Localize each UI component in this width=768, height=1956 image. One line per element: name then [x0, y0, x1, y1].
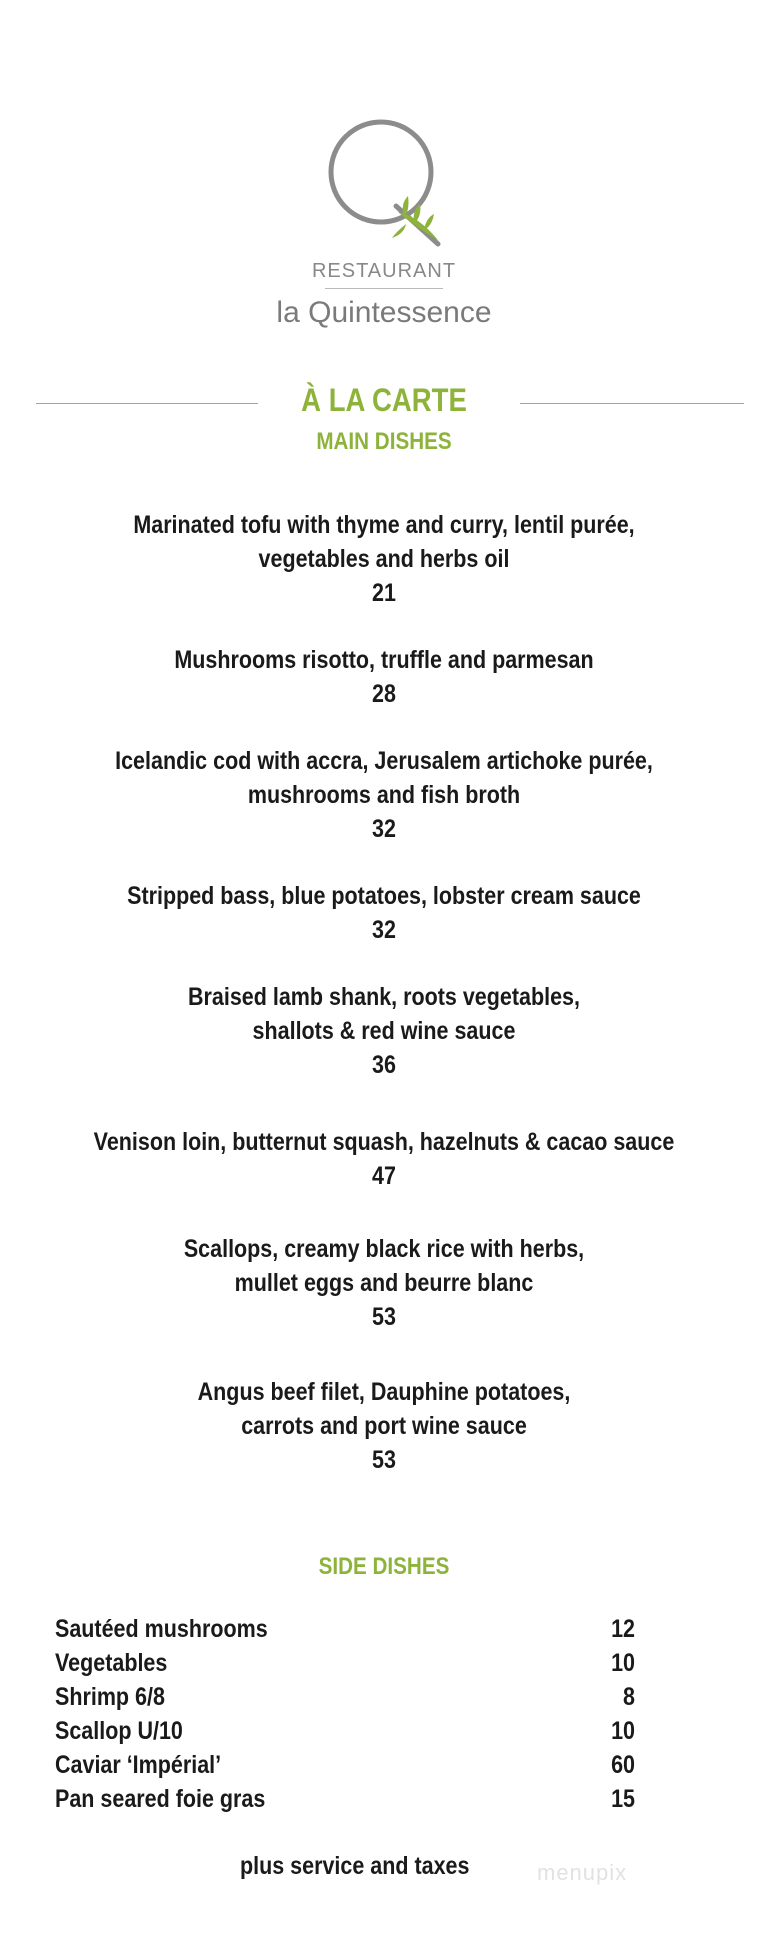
- restaurant-logo: [0, 100, 768, 340]
- main-dish-item: [54, 744, 714, 846]
- dish-description: Mushrooms risotto, truffle and parmesan: [174, 646, 594, 674]
- dish-price: 53: [372, 1446, 396, 1474]
- side-dish-price: 60: [611, 1751, 635, 1779]
- logo-restaurant-word: RESTAURANT: [311, 260, 457, 282]
- side-dish-name: Sautéed mushrooms: [55, 1615, 268, 1643]
- dish-description: Angus beef filet, Dauphine potatoes,: [197, 1378, 571, 1406]
- dish-description: vegetables and herbs oil: [258, 545, 510, 573]
- menupix-watermark: menupix: [537, 1860, 628, 1885]
- main-dish-item: [54, 1125, 714, 1193]
- side-dish-name: Vegetables: [55, 1649, 168, 1677]
- side-dish-name: Pan seared foie gras: [55, 1785, 266, 1813]
- side-dishes-heading: SIDE DISHES: [318, 1553, 450, 1580]
- logo-divider: [325, 288, 443, 289]
- side-dish-row: [55, 1646, 635, 1680]
- dish-description: Icelandic cod with accra, Jerusalem artichoke purée,: [115, 747, 653, 775]
- main-dish-item: [54, 643, 714, 711]
- dish-description: shallots & red wine sauce: [252, 1017, 516, 1045]
- side-dish-row: [55, 1680, 635, 1714]
- menu-title: À LA CARTE: [301, 382, 467, 418]
- side-dishes-list: [55, 1612, 635, 1816]
- dish-description: Venison loin, butternut squash, hazelnuts & cacao sauce: [93, 1128, 675, 1156]
- main-dish-item: [54, 879, 714, 947]
- side-dish-row: [55, 1748, 635, 1782]
- side-dish-price: 10: [611, 1649, 635, 1677]
- side-dish-price: 8: [623, 1683, 635, 1711]
- logo-restaurant-name: la Quintessence: [276, 296, 492, 329]
- dish-price: 47: [372, 1162, 396, 1190]
- dish-price: 28: [372, 680, 396, 708]
- dish-description: mullet eggs and beurre blanc: [234, 1269, 534, 1297]
- q-leaf-emblem: [326, 114, 442, 254]
- side-dish-row: [55, 1714, 635, 1748]
- dish-description: Scallops, creamy black rice with herbs,: [183, 1235, 585, 1263]
- dish-description: Marinated tofu with thyme and curry, lentil purée,: [133, 511, 635, 539]
- dish-price: 32: [372, 916, 396, 944]
- side-dish-name: Scallop U/10: [55, 1717, 183, 1745]
- dish-description: Stripped bass, blue potatoes, lobster cream sauce: [127, 882, 641, 910]
- main-dish-item: [54, 980, 714, 1082]
- dish-description: carrots and port wine sauce: [241, 1412, 527, 1440]
- main-dish-item: [54, 1232, 714, 1334]
- side-dish-price: 15: [611, 1785, 635, 1813]
- side-dish-name: Caviar ‘Impérial’: [55, 1751, 222, 1779]
- dish-description: mushrooms and fish broth: [247, 781, 521, 809]
- main-dish-item: [54, 1375, 714, 1477]
- dish-price: 32: [372, 815, 396, 843]
- service-taxes-note: plus service and taxes: [240, 1852, 470, 1880]
- main-dish-item: [54, 508, 714, 610]
- dish-price: 21: [372, 579, 396, 607]
- dish-price: 36: [372, 1051, 396, 1079]
- side-dish-row: [55, 1782, 635, 1816]
- side-dish-name: Shrimp 6/8: [55, 1683, 165, 1711]
- side-dish-price: 12: [611, 1615, 635, 1643]
- dish-price: 53: [372, 1303, 396, 1331]
- dish-description: Braised lamb shank, roots vegetables,: [188, 983, 580, 1011]
- side-dish-price: 10: [611, 1717, 635, 1745]
- main-dishes-heading: MAIN DISHES: [316, 428, 452, 455]
- side-dish-row: [55, 1612, 635, 1646]
